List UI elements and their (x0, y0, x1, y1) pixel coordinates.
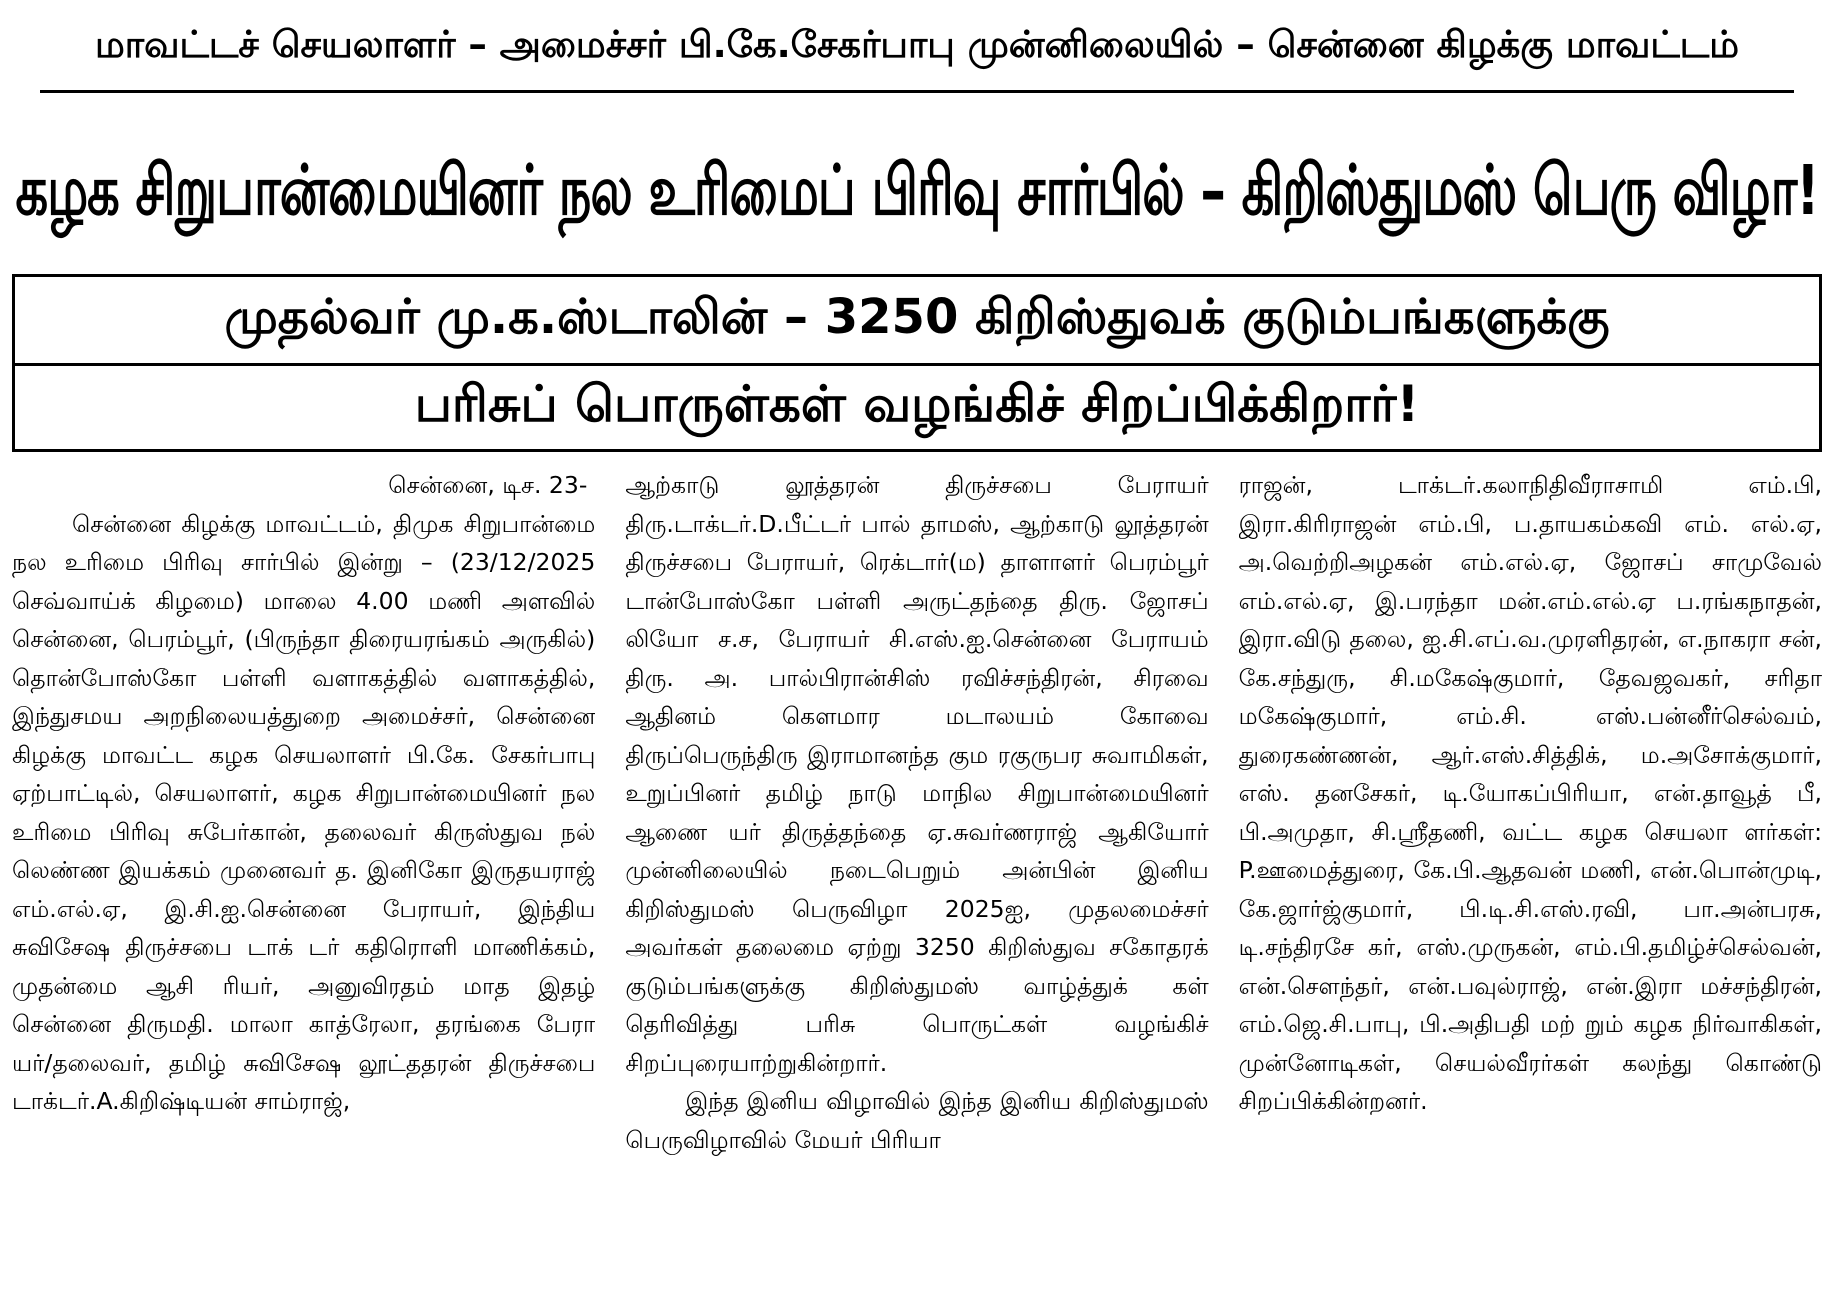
paragraph: ஆற்காடு லூத்தரன் திருச்சபை பேராயர் திரு.டாக்டர்.D.பீட்டர் பால் தாமஸ், ஆற்காடு லூத்தரன் திருச்சபை பேராயர், ரெக்டார்(ம) தாளாளர் பெரம்பூர் டான்போஸ்கோ பள்ளி அருட்தந்தை திரு. ஜோசப் லியோ ச.ச, பேராயர் சி.எஸ்.ஐ.சென்னை பேராயம் திரு. அ. பால்பிரான்சிஸ் ரவிச்சந்திரன், சிரவை ஆதினம் கௌமார மடாலயம் கோவை திருப்பெருந்திரு இராமானந்த கும ரகுருபர சுவாமிகள், உறுப்பினர் தமிழ் நாடு மாநில சிறுபான்மையினர் ஆணை யர் திருத்தந்தை ஏ.சுவர்ணராஜ் ஆகியோர் முன்னிலையில் நடைபெறும் அன்பின் இனிய கிறிஸ்துமஸ் பெருவிழா 2025ஐ, முதலமைச்சர் அவர்கள் தலைமை ஏற்று 3250 கிறிஸ்துவ சகோதரக் குடும்பங்களுக்கு கிறிஸ்துமஸ் வாழ்த்துக் கள் தெரிவித்து பரிசு பொருட்கள் வழங்கிச் சிறப்புரையாற்றுகின்றார். (625, 471, 1209, 1077)
article-column-2 (625, 466, 1208, 1294)
paragraph: சென்னை கிழக்கு மாவட்டம், திமுக சிறுபான்மை நல உரிமை பிரிவு சார்பில் இன்று – (23/12/2025 செவ்வாய்க் கிழமை) மாலை 4.00 மணி அளவில் சென்னை, பெரம்பூர், (பிருந்தா திரையரங்கம் அருகில்) தொன்போஸ்கோ பள்ளி வளாகத்தில் வளாகத்தில், இந்துசமய அறநிலையத்துறை அமைச்சர், சென்னை கிழக்கு மாவட்ட கழக செயலாளர் பி.கே. சேகர்பாபு ஏற்பாட்டில், செயலாளர், கழக சிறுபான்மையினர் நல உரிமை பிரிவு சுபேர்கான், தலைவர் கிருஸ்துவ நல் லெண்ண இயக்கம் முனைவர் த. இனிகோ இருதயராஜ் எம்.எல்.ஏ, இ.சி.ஐ.சென்னை பேராயர், இந்திய சுவிசேஷ திருச்சபை டாக் டர் கதிரொளி மாணிக்கம், முதன்மை ஆசி ரியர், அனுவிரதம் மாத இதழ் சென்னை திருமதி. மாலா காத்ரேலா, தரங்கை பேரா யர்/தலைவர், தமிழ் சுவிசேஷ லூட்ததரன் திருச்சபை டாக்டர்.A.கிறிஷ்டியன் சாம்ராஜ், (12, 509, 596, 1115)
headline: கழக சிறுபான்மையினர் நல உரிமைப் பிரிவு சார்பில் – கிறிஸ்துமஸ் பெரு விழா! (15, 151, 1819, 231)
paragraph: ராஜன், டாக்டர்.கலாநிதிவீராசாமி எம்.பி, இரா.கிரிராஜன் எம்.பி, ப.தாயகம்கவி எம். எல்.ஏ, அ.வெற்றிஅழகன் எம்.எல்.ஏ, ஜோசப் சாமுவேல் எம்.எல்.ஏ, இ.பரந்தா மன்.எம்.எல்.ஏ ப.ரங்கநாதன், இரா.விடு தலை, ஐ.சி.எப்.வ.முரளிதரன், எ.நாகரா சன், கே.சந்துரு, சி.மகேஷ்குமார், தேவஜவகர், சரிதா மகேஷ்குமார், எம்.சி. எஸ்.பன்னீர்செல்வம், துரைகண்ணன், ஆர்.எஸ்.சித்திக், ம.அசோக்குமார், எஸ். தனசேகர், டி.யோகப்பிரியா, என்.தாவூத் பீ, பி.அமுதா, சி.ஸ்ரீதணி, வட்ட கழக செயலா ளர்கள்: P.ஊமைத்துரை, கே.பி.ஆதவன் மணி, என்.பொன்முடி, கே.ஜார்ஜ்குமார், பி.டி.சி.எஸ்.ரவி, பா.அன்பரசு, டி.சந்திரசே கர், எஸ்.முருகன், எம்.பி.தமிழ்ச்செல்வன், என்.சௌந்தர், என்.பவுல்ராஜ், என்.இரா மச்சந்திரன், எம்.ஜெ.சி.பாபு, பி.அதிபதி மற் றும் கழக நிர்வாகிகள், முன்னோடிகள், செயல்வீரர்கள் கலந்து கொண்டு சிறப்பிக்கின்றனர். (1238, 471, 1822, 1115)
paragraph: இந்த இனிய விழாவில் இந்த இனிய கிறிஸ்துமஸ் பெருவிழாவில் மேயர் பிரியா (625, 1087, 1209, 1154)
article-column-1 (12, 466, 595, 1294)
kicker-divider (40, 90, 1794, 93)
subhead-line-1: முதல்வர் மு.க.ஸ்டாலின் – 3250 கிறிஸ்துவக் குடும்பங்களுக்கு (15, 277, 1819, 366)
article-body (12, 466, 1822, 1294)
dateline: சென்னை, டிச. 23- (388, 471, 588, 499)
kicker-line: மாவட்டச் செயலாளர் – அமைச்சர் பி.கே.சேகர்பாபு முன்னிலையில் – சென்னை கிழக்கு மாவட்டம் (94, 23, 1740, 66)
subhead-line-2: பரிசுப் பொருள்கள் வழங்கிச் சிறப்பிக்கிறார்! (414, 374, 1420, 433)
subhead-box (12, 274, 1822, 452)
article-column-3 (1239, 466, 1822, 1294)
